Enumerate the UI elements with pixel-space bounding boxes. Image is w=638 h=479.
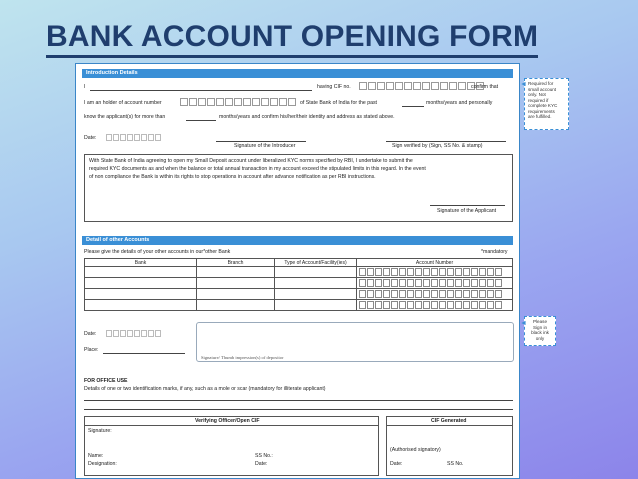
side-note-sign-line: only <box>535 335 545 341</box>
intro-heading: Introduction Details <box>82 69 513 78</box>
cif-number-cells[interactable] <box>359 82 485 90</box>
office-signature-label: Signature: <box>88 428 112 434</box>
intro-row2-c: months/years and personally <box>426 100 493 106</box>
column-header-account-number: Account Number <box>357 259 513 267</box>
thumb-impression-box[interactable] <box>196 322 514 362</box>
table-row[interactable] <box>85 267 513 278</box>
intro-row2-a: I am an holder of account number <box>84 100 162 106</box>
side-note-sign-line: Sign in <box>532 324 548 330</box>
declaration-line-2: required KYC documents as and when the balance or total annual transaction in my account exceed the stipulated limits in this regard. In the event <box>89 166 426 172</box>
side-note-kyc-line: small account <box>528 86 557 92</box>
side-note-sign-line: Please <box>532 319 548 324</box>
mandatory-note: *mandatory <box>481 249 508 255</box>
intro-date-cells[interactable] <box>106 134 162 141</box>
introducer-signature-caption: Signature of the Introducer <box>234 143 296 149</box>
intro-row1-a: I <box>84 84 86 90</box>
arrow-left-icon: ◄ <box>520 81 527 88</box>
place-label: Place: <box>84 347 99 353</box>
intro-row1-b: having CIF no. <box>317 84 351 90</box>
introducer-signature-line[interactable] <box>216 141 306 142</box>
side-note-kyc-line: complete KYC <box>528 103 558 108</box>
identification-instruction: Details of one or two identification marks, if any, such as a mole or scar (mandatory for illiterate applicant) <box>84 386 326 392</box>
side-note-kyc-line: are fulfilled. <box>528 114 552 119</box>
thumb-caption: Signature/ Thumb impression(s) of depositor <box>201 355 284 360</box>
side-note-sign-line: black ink <box>531 330 549 335</box>
intro-row3-b: months/years and confirm his/her/their identity and address as stated above. <box>219 114 395 120</box>
office-ss-no-label: SS No.: <box>255 453 273 459</box>
applicant-signature-line[interactable] <box>430 205 505 206</box>
table-header-row <box>85 259 513 267</box>
account-number-cells[interactable] <box>180 98 297 106</box>
slide-title: BANK ACCOUNT OPENING FORM <box>46 20 538 58</box>
other-accounts-instruction: Please give the details of your other accounts in our*other Bank <box>84 249 231 255</box>
office-date-label: Date: <box>255 461 268 467</box>
authorised-signatory-label: (Authorised signatory) <box>390 447 441 453</box>
side-note-kyc-line: required if <box>528 97 549 103</box>
verifier-signature-line[interactable] <box>386 141 506 142</box>
intro-row2-b: of State Bank of India for the past <box>300 100 377 106</box>
date-label: Date: <box>84 331 97 337</box>
date-cells[interactable] <box>106 330 162 337</box>
cif-ss-no-label: SS No. <box>447 461 464 467</box>
intro-date-label: Date: <box>84 135 97 141</box>
declaration-box <box>84 154 513 222</box>
declaration-line-1: With State Bank of India agreeing to open my Small Deposit account under liberalized KYC norms specified by RBI, I undertake to submit the <box>89 158 413 164</box>
form-document <box>75 63 520 479</box>
declaration-line-3: of non compliance the Bank is within its rights to stop operations in account after advance notification as per RBI instructions. <box>89 174 376 180</box>
other-accounts-heading: Detail of other Accounts <box>82 236 513 245</box>
office-designation-label: Designation: <box>88 461 117 467</box>
table-row[interactable] <box>85 278 513 289</box>
other-accounts-table <box>84 258 513 311</box>
side-note-sign <box>524 316 556 346</box>
introducer-name-line[interactable] <box>90 90 312 91</box>
known-years-line[interactable] <box>186 120 216 121</box>
identification-line-1[interactable] <box>84 400 513 401</box>
side-note-kyc-line: requirements <box>528 108 555 114</box>
office-use-heading: FOR OFFICE USE <box>84 378 128 384</box>
account-number-cells[interactable] <box>359 289 510 299</box>
verifying-officer-header: Verifying Officer/Open CIF <box>195 418 260 424</box>
side-note-kyc <box>524 78 569 130</box>
table-row[interactable] <box>85 300 513 311</box>
account-number-cells[interactable] <box>359 278 510 288</box>
cif-date-label: Date: <box>390 461 403 467</box>
column-header-bank: Bank <box>85 259 197 267</box>
office-name-label: Name: <box>88 453 104 459</box>
column-header-branch: Branch <box>197 259 275 267</box>
arrow-left-icon: ◄ <box>520 320 527 327</box>
column-header-type: Type of Account/Facility(ies) <box>275 259 357 267</box>
identification-line-2[interactable] <box>84 409 513 410</box>
cif-generated-box <box>386 416 513 476</box>
intro-row1-c: confirm that <box>471 84 499 90</box>
table-row[interactable] <box>85 289 513 300</box>
sign-verified-caption: Sign verified by (Sign, SS No. & stamp) <box>392 143 483 149</box>
account-number-cells[interactable] <box>359 300 510 310</box>
past-years-line[interactable] <box>402 106 424 107</box>
applicant-signature-caption: Signature of the Applicant <box>437 208 497 214</box>
side-note-kyc-line: Required for <box>528 81 554 86</box>
side-note-kyc-line: only. Not <box>528 92 546 97</box>
account-number-cells[interactable] <box>359 267 510 277</box>
verifying-officer-box <box>84 416 379 476</box>
place-line[interactable] <box>103 353 185 354</box>
intro-row3-a: know the applicant(s) for more than <box>84 114 166 120</box>
cif-generated-header: CIF Generated <box>431 418 467 424</box>
